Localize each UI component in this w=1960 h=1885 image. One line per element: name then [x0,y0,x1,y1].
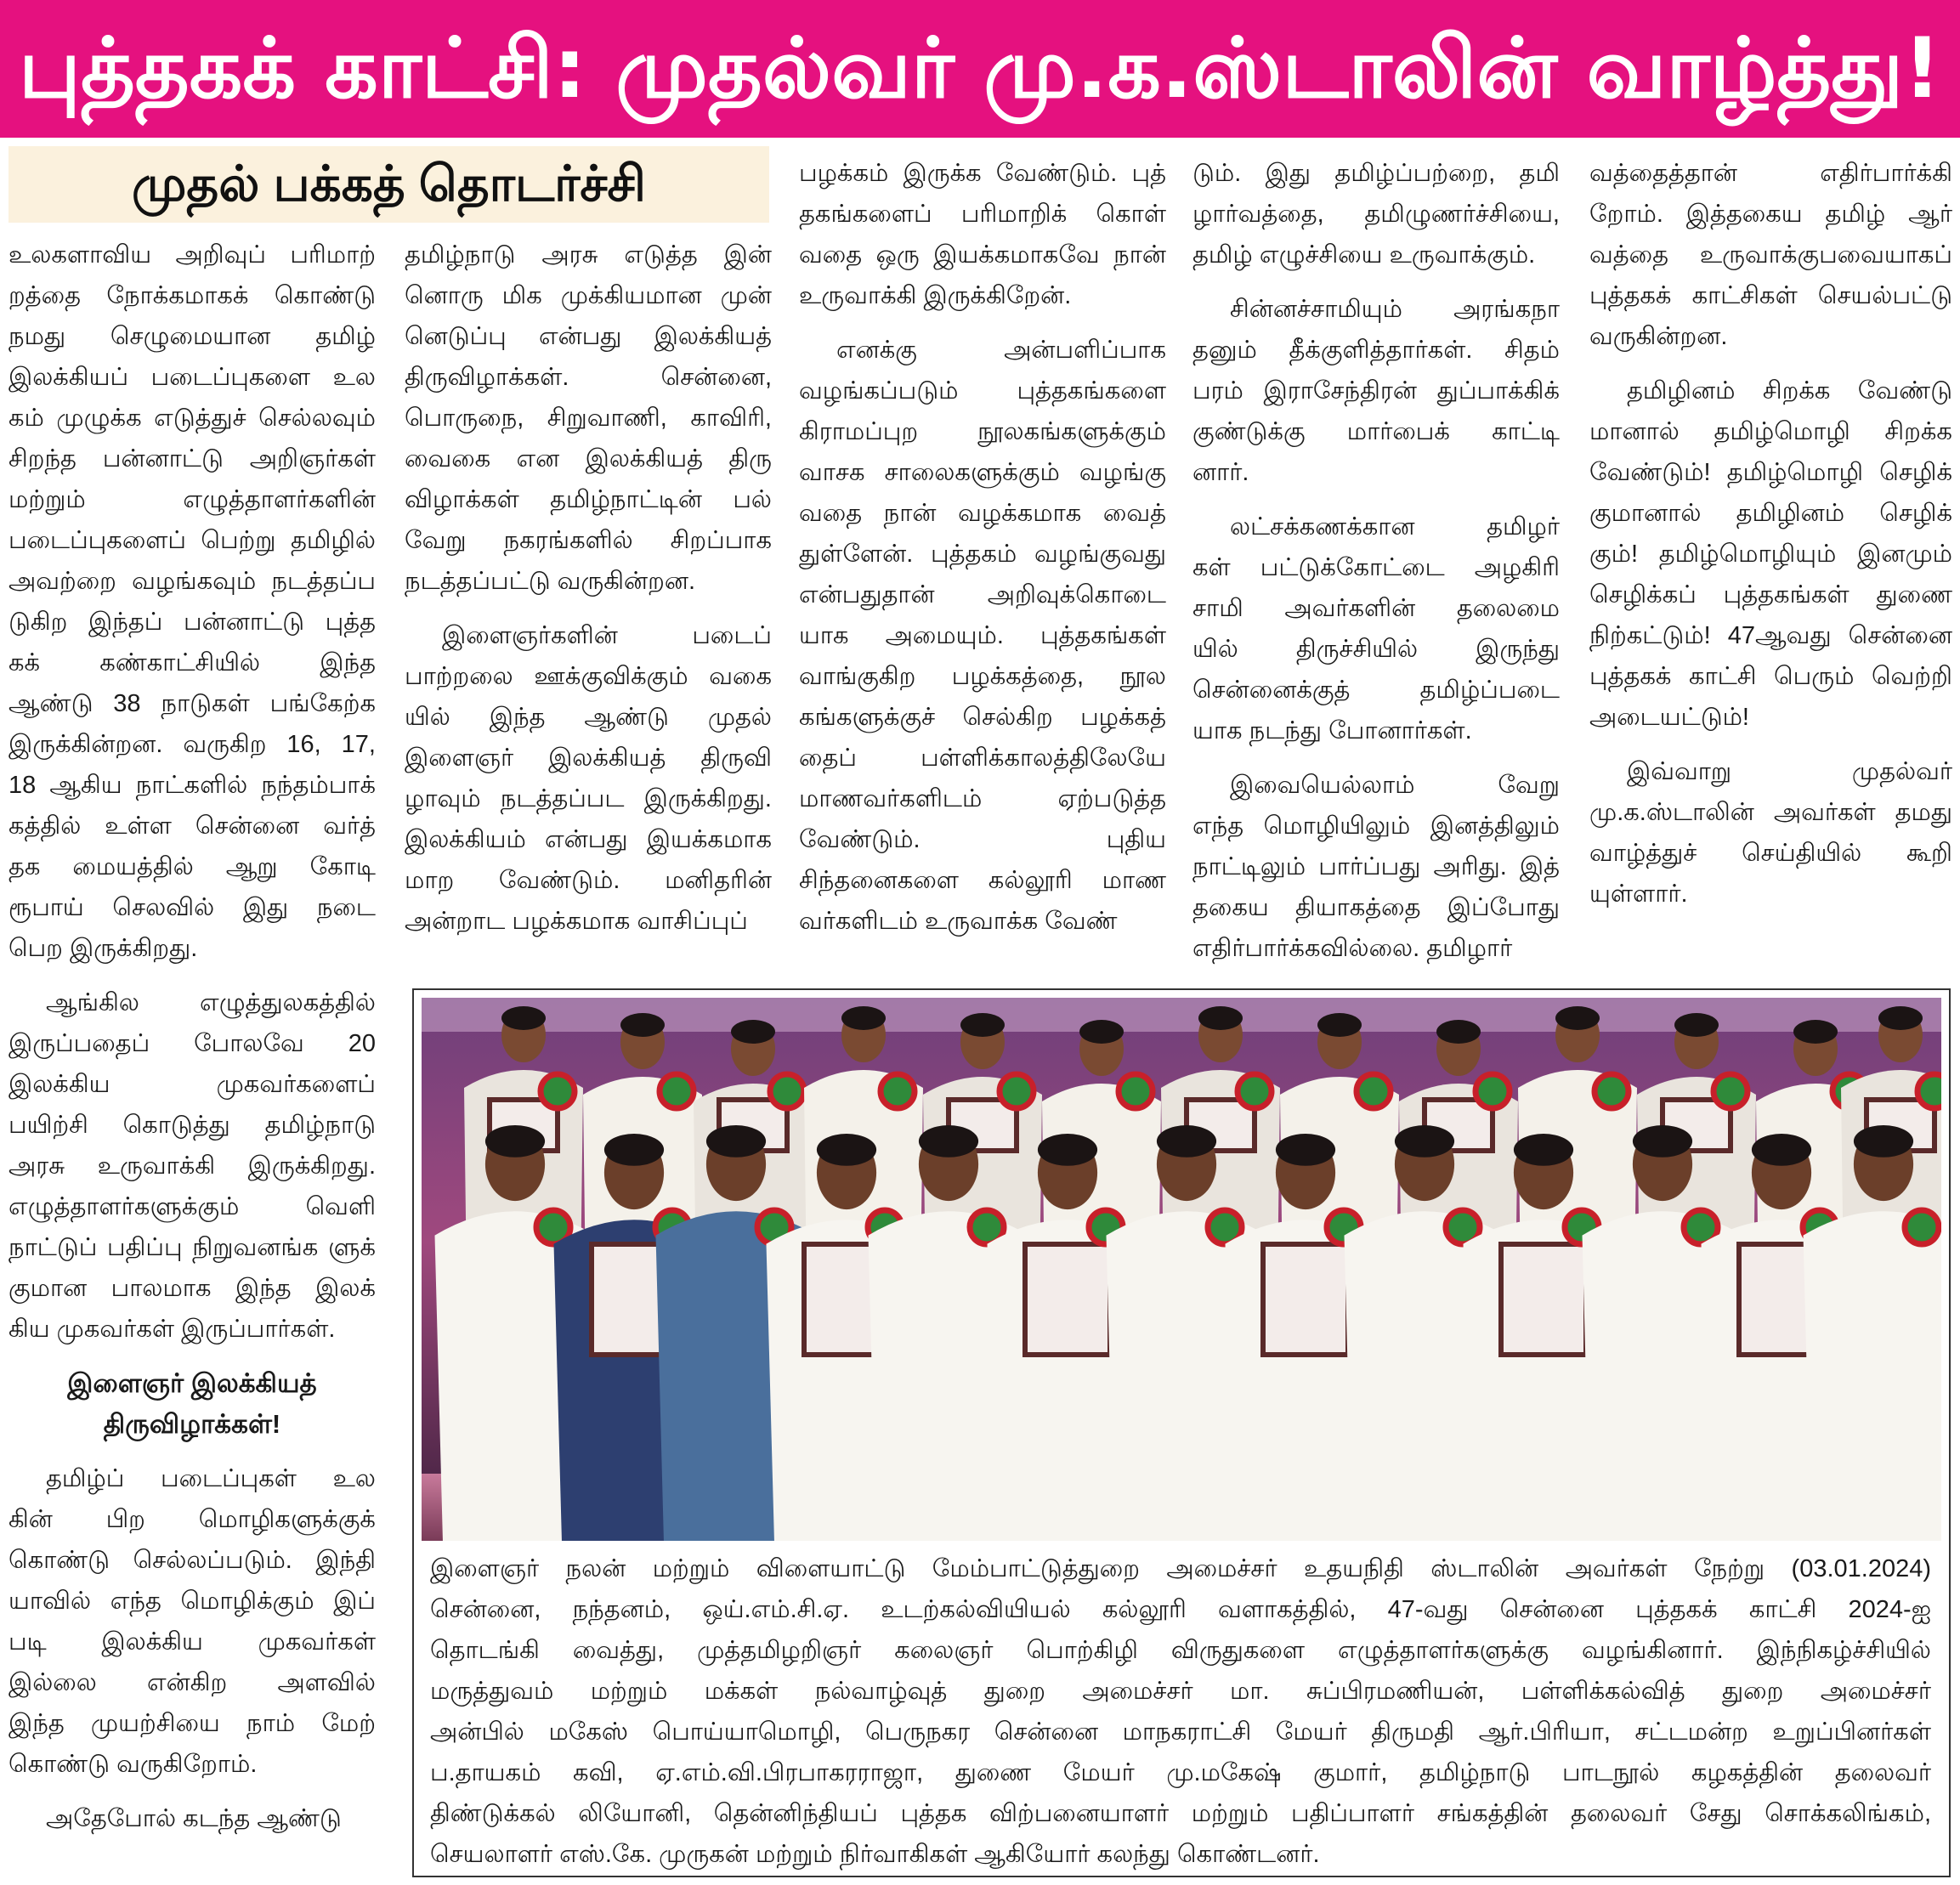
text-line: அதேபோல் கடந்த ஆண்டு [46,1805,342,1832]
text-line: கக் கண்காட்சியில் இந்த [8,649,376,676]
text-line: உருவாக்கி இருக்கிறேன். [799,282,1072,309]
text-line: னெடுப்பு என்பது இலக்கியத் [405,323,772,350]
badge-rosette [1000,1074,1034,1108]
text-line: கங்களுக்குச் செல்கிற பழக்கத் [799,704,1166,731]
paragraph [8,1458,376,1785]
badge-rosette [881,1074,915,1108]
text-line: மாற வேண்டும். மனிதரின் [405,867,772,894]
article-column-5 [1589,153,1952,982]
text-line: எதிர்பார்க்கவில்லை. தமிழார் [1192,935,1513,962]
badge-rosette [1714,1074,1748,1108]
text-line: கள் பட்டுக்கோட்டை அழகிரி [1192,554,1560,581]
text-line: டும். இது தமிழ்ப்பற்றை, தமி [1192,160,1560,187]
text-line: எந்த மொழியிலும் இனத்திலும் [1192,812,1560,840]
text-line: செழிக்கப் புத்தகங்கள் துணை [1589,581,1952,609]
text-line: வதை நான் வழக்கமாக வைத் [799,500,1166,527]
text-line: வேறு நகரங்களில் சிறப்பாக [405,527,772,554]
text-line: அரசு உருவாக்கி இருக்கிறது. [8,1152,376,1180]
paragraph [1192,507,1560,751]
badge-rosette [1595,1074,1629,1108]
text-line: யாக அமையும். புத்தகங்கள் [799,622,1166,649]
text-line: யில் திருச்சியில் இருந்து [1192,636,1560,663]
text-line: தமிழினம் சிறக்க வேண்டு [1627,377,1952,405]
text-line: கிய முகவர்கள் இருப்பார்கள். [8,1316,336,1343]
text-line: எழுத்தாளர்களுக்கும் வெளி [8,1193,376,1220]
paragraph-gap [1192,275,1560,289]
text-line: பழக்கம் இருக்க வேண்டும். புத் [799,160,1166,187]
paragraph-gap [1589,357,1952,371]
text-line: படி இலக்கிய முகவர்கள் [8,1628,376,1656]
text-line: யில் இந்த ஆண்டு முதல் [405,704,772,731]
text-line: மானால் தமிழ்மொழி சிறக்க [1589,418,1952,445]
text-line: வேண்டும்! தமிழ்மொழி செழிக் [1589,459,1952,486]
award-plaque [1263,1244,1348,1355]
paragraph-gap [8,969,376,982]
text-line: இலக்கிய முகவர்களைப் [8,1071,376,1098]
paragraph-gap [1589,738,1952,751]
text-line: ஆண்டு 38 நாடுகள் பங்கேற்க [8,690,376,717]
paragraph-gap [1192,751,1560,765]
text-line: குண்டுக்கு மார்பைக் காட்டி [1192,418,1560,445]
text-line: இந்த முயற்சியை நாம் மேற் [8,1710,376,1737]
text-line: தைப் பள்ளிக்காலத்திலேயே [799,744,1166,772]
text-line: பரம் இராசேந்திரன் துப்பாக்கிக் [1192,377,1560,405]
article-column-3 [799,153,1166,982]
text-line: வாழ்த்துச் செய்தியில் கூறி [1589,840,1952,867]
text-line: றத்தை நோக்கமாகக் கொண்டு [8,282,376,309]
continuation-box [8,146,769,223]
text-line: சாமி அவர்களின் தலைமை [1192,595,1560,622]
event-photo [422,998,1941,1541]
text-line: அன்றாட பழக்கமாக வாசிப்புப் [405,908,748,935]
text-line: பாற்றலை ஊக்குவிக்கும் வகை [405,663,772,690]
text-line: தக மையத்தில் ஆறு கோடி [8,853,376,880]
paragraph-gap [8,1350,376,1363]
text-line: இல்லை என்கிற அளவில் [8,1669,376,1696]
text-line: வதை ஒரு இயக்கமாகவே நான் [799,241,1166,269]
text-line: வழங்கப்படும் புத்தகங்களை [799,377,1166,405]
text-line: குமான பாலமாக இந்த இலக் [8,1275,376,1302]
caption-line: ப.தாயகம் கவி, ஏ.எம்.வி.பிரபாகரராஜா, துணை மேயர் மு.மகேஷ் குமார், தமிழ்நாடு பாடநூல் கழகத்தின் தலைவர் [430,1759,1931,1786]
text-line: நடத்தப்பட்டு வருகின்றன. [405,568,696,595]
text-line: ரூபாய் செலவில் இது நடை [8,894,376,921]
text-line: வைகை என இலக்கியத் திரு [405,445,772,473]
text-line: சின்னச்சாமியும் அரங்கநா [1230,296,1560,323]
text-line: இளைஞர் இலக்கியத் திருவி [405,744,772,772]
article-column-1 [8,235,376,1883]
paragraph [8,1363,376,1445]
text-line: டுகிற இந்தப் பன்னாட்டு புத்த [8,609,376,636]
text-line: இவையெல்லாம் வேறு [1230,772,1560,799]
paragraph [1589,751,1952,914]
headline-text-box [8,8,1952,129]
text-line: ழார்வத்தை, தமிழுணர்ச்சியை, [1192,201,1560,228]
text-line: கும்! தமிழ்மொழியும் இனமும் [1589,541,1952,568]
caption-line: அன்பில் மகேஸ் பொய்யாமொழி, பெருநகர சென்னை மாநகராட்சி மேயர் திருமதி ஆர்.பிரியா, சட்டமன்ற உறுப்பினர்கள் [430,1718,1931,1746]
paragraph [799,153,1166,316]
caption-line: சென்னை, நந்தனம், ஒய்.எம்.சி.ஏ. உடற்கல்வியியல் கல்லூரி வளாகத்தில், 47-வது சென்னை புத்தகக் காட்சி 2024-ஐ [430,1596,1931,1623]
text-line: விழாக்கள் தமிழ்நாட்டின் பல் [405,486,772,513]
text-line: னார். [1192,459,1249,486]
paragraph [8,1798,376,1839]
paragraph-gap [8,1445,376,1458]
headline: புத்தகக் காட்சி: முதல்வர் மு.க.ஸ்டாலின் வாழ்த்து! [19,20,1941,117]
text-line: தகைய தியாகத்தை இப்போது [1192,894,1560,921]
text-line: தமிழ்நாடு அரசு எடுத்த இன் [405,241,772,269]
section-heading-line: திருவிழாக்கள்! [103,1409,281,1439]
text-line: துள்ளேன். புத்தகம் வழங்குவது [799,541,1166,568]
text-line: தமிழ்ப் படைப்புகள் உல [46,1465,376,1492]
text-line: நாட்டிலும் பார்ப்பது அரிது. இத் [1192,853,1560,880]
text-line: னொரு மிக முக்கியமான முன் [405,282,772,309]
text-line: வர்களிடம் உருவாக்க வேண் [799,908,1118,935]
award-plaque [1025,1244,1110,1355]
paragraph-gap [1589,914,1952,928]
text-line: இவ்வாறு முதல்வர் [1627,758,1952,785]
text-line: கத்தில் உள்ள சென்னை வர்த் [8,812,376,840]
article-column-4 [1192,153,1560,982]
text-line: யாக நடந்து போனார்கள். [1192,717,1472,744]
text-line: ஆங்கில எழுத்துலகத்தில் [46,989,376,1016]
event-photo-illustration [422,998,1941,1541]
paragraph-gap [799,942,1166,955]
text-line: வருகின்றன. [1589,323,1728,350]
paragraph-gap [799,316,1166,330]
text-line: மற்றும் எழுத்தாளர்களின் [8,486,376,513]
article-column-2 [405,235,772,982]
text-line: இருப்பதைப் போலவே 20 [8,1030,376,1057]
continuation-label: முதல் பக்கத் தொடர்ச்சி [132,156,646,212]
text-line: இலக்கியப் படைப்புகளை உல [8,364,376,391]
paragraph [1192,765,1560,969]
text-line: யாவில் எந்த மொழிக்கும் இப் [8,1588,376,1615]
caption-line: இளைஞர் நலன் மற்றும் விளையாட்டு மேம்பாட்டுத்துறை அமைச்சர் உதயநிதி ஸ்டாலின் அவர்கள் நேற்று (03.01.2024) [430,1555,1931,1582]
text-line: அடையட்டும்! [1589,704,1749,731]
text-line: புத்தகக் காட்சிகள் செயல்பட்டு [1589,282,1952,309]
paragraph-gap [1192,969,1560,982]
text-line: மாணவர்களிடம் ஏற்படுத்த [799,785,1166,812]
text-line: படைப்புகளைப் பெற்று தமிழில் [8,527,376,554]
badge-rosette [770,1074,804,1108]
paragraph-gap [8,1785,376,1798]
badge-rosette [1238,1074,1272,1108]
text-line: றோம். இத்தகைய தமிழ் ஆர் [1589,201,1952,228]
text-line: குமானால் தமிழினம் செழிக் [1589,500,1952,527]
text-line: நிற்கட்டும்! 47ஆவது சென்னை [1589,622,1952,649]
text-line: சிறந்த பன்னாட்டு அறிஞர்கள் [8,445,376,473]
paragraph-gap [405,602,772,615]
text-line: புத்தகக் காட்சி பெரும் வெற்றி [1589,663,1952,690]
badge-rosette [541,1074,575,1108]
photo-caption [430,1548,1931,1875]
text-line: வத்தை உருவாக்குபவையாகப் [1589,241,1952,269]
section-heading-line: இளைஞர் இலக்கியத் [67,1368,317,1398]
text-line: தமிழ் எழுச்சியை உருவாக்கும். [1192,241,1536,269]
paragraph [405,615,772,942]
text-line: இளைஞர்களின் படைப் [442,622,772,649]
text-line: பெற இருக்கிறது. [8,935,198,962]
text-line: 18 ஆகிய நாட்களில் நந்தம்பாக் [8,772,376,799]
text-line: எனக்கு அன்பளிப்பாக [836,337,1166,364]
badge-rosette [1119,1074,1153,1108]
badge-rosette [1905,1210,1939,1244]
text-line: தகங்களைப் பரிமாறிக் கொள் [799,201,1166,228]
paragraph [1589,371,1952,738]
text-line: வாசக சாலைகளுக்கும் வழங்கு [799,459,1166,486]
text-line: சென்னைக்குத் தமிழ்ப்படை [1192,676,1560,704]
paragraph-gap [1192,493,1560,507]
paragraph [1192,153,1560,275]
badge-rosette [1476,1074,1510,1108]
paragraph [1192,289,1560,493]
text-line: அவற்றை வழங்கவும் நடத்தப்ப [8,568,376,595]
text-line: கொண்டு செல்லப்படும். இந்தி [8,1547,376,1574]
caption-line: மருத்துவம் மற்றும் மக்கள் நல்வாழ்வுத் துறை அமைச்சர் மா. சுப்பிரமணியன், பள்ளிக்கல்வித் துறை அமைச்சர் [430,1678,1931,1705]
text-line: யுள்ளார். [1589,880,1688,908]
text-line: வாங்குகிற பழக்கத்தை, நூல [799,663,1166,690]
caption-line: திண்டுக்கல் லியோனி, தென்னிந்தியப் புத்தக விற்பனையாளர் மற்றும் பதிப்பாளர் சங்கத்தின் தலைவர் சேது சொக்கலிங்கம், [430,1800,1931,1827]
paragraph [8,982,376,1350]
text-line: உலகளாவிய அறிவுப் பரிமாற் [8,241,376,269]
text-line: வேண்டும். புதிய [799,826,1166,853]
text-line: கம் முழுக்க எடுத்துச் செல்லவும் [8,405,376,432]
badge-rosette [660,1074,694,1108]
text-line: தனும் தீக்குளித்தார்கள். சிதம் [1192,337,1560,364]
text-line: இலக்கியம் என்பது இயக்கமாக [405,826,772,853]
text-line: நாட்டுப் பதிப்பு நிறுவனங்க ளுக் [8,1234,376,1261]
text-line: வத்தைத்தான் எதிர்பார்க்கி [1589,160,1952,187]
text-line: லட்சக்கணக்கான தமிழர் [1230,513,1560,541]
paragraph [8,235,376,969]
text-line: இருக்கின்றன. வருகிற 16, 17, [8,731,376,758]
paragraph-gap [8,1839,376,1853]
award-plaque [1501,1244,1586,1355]
headline-banner [0,0,1960,138]
badge-rosette [1918,1074,1941,1108]
text-line: பயிற்சி கொடுத்து தமிழ்நாடு [8,1112,376,1139]
text-line: என்பதுதான் அறிவுக்கொடை [799,581,1166,609]
text-line: சிந்தனைகளை கல்லூரி மாண [799,867,1166,894]
text-line: பொருநை, சிறுவாணி, காவிரி, [405,405,772,432]
text-line: திருவிழாக்கள். சென்னை, [405,364,772,391]
paragraph [1589,153,1952,357]
text-line: கிராமப்புற நூலகங்களுக்கும் [799,418,1166,445]
paragraph [799,330,1166,942]
caption-line: செயலாளர் எஸ்.கே. முருகன் மற்றும் நிர்வாகிகள் ஆகியோர் கலந்து கொண்டனர். [430,1841,1320,1868]
text-line: கொண்டு வருகிறோம். [8,1751,258,1778]
caption-line: தொடங்கி வைத்து, முத்தமிழறிஞர் கலைஞர் பொற்கிழி விருதுகளை எழுத்தாளர்களுக்கு வழங்கினார். இந்நிகழ்ச்சியில் [430,1637,1931,1664]
paragraph [405,235,772,602]
text-line: ழாவும் நடத்தப்பட இருக்கிறது. [405,785,772,812]
badge-rosette [1357,1074,1391,1108]
text-line: மு.க.ஸ்டாலின் அவர்கள் தமது [1589,799,1952,826]
paragraph-gap [405,942,772,955]
text-line: கின் பிற மொழிகளுக்குக் [8,1506,376,1533]
text-line: நமது செழுமையான தமிழ் [8,323,376,350]
